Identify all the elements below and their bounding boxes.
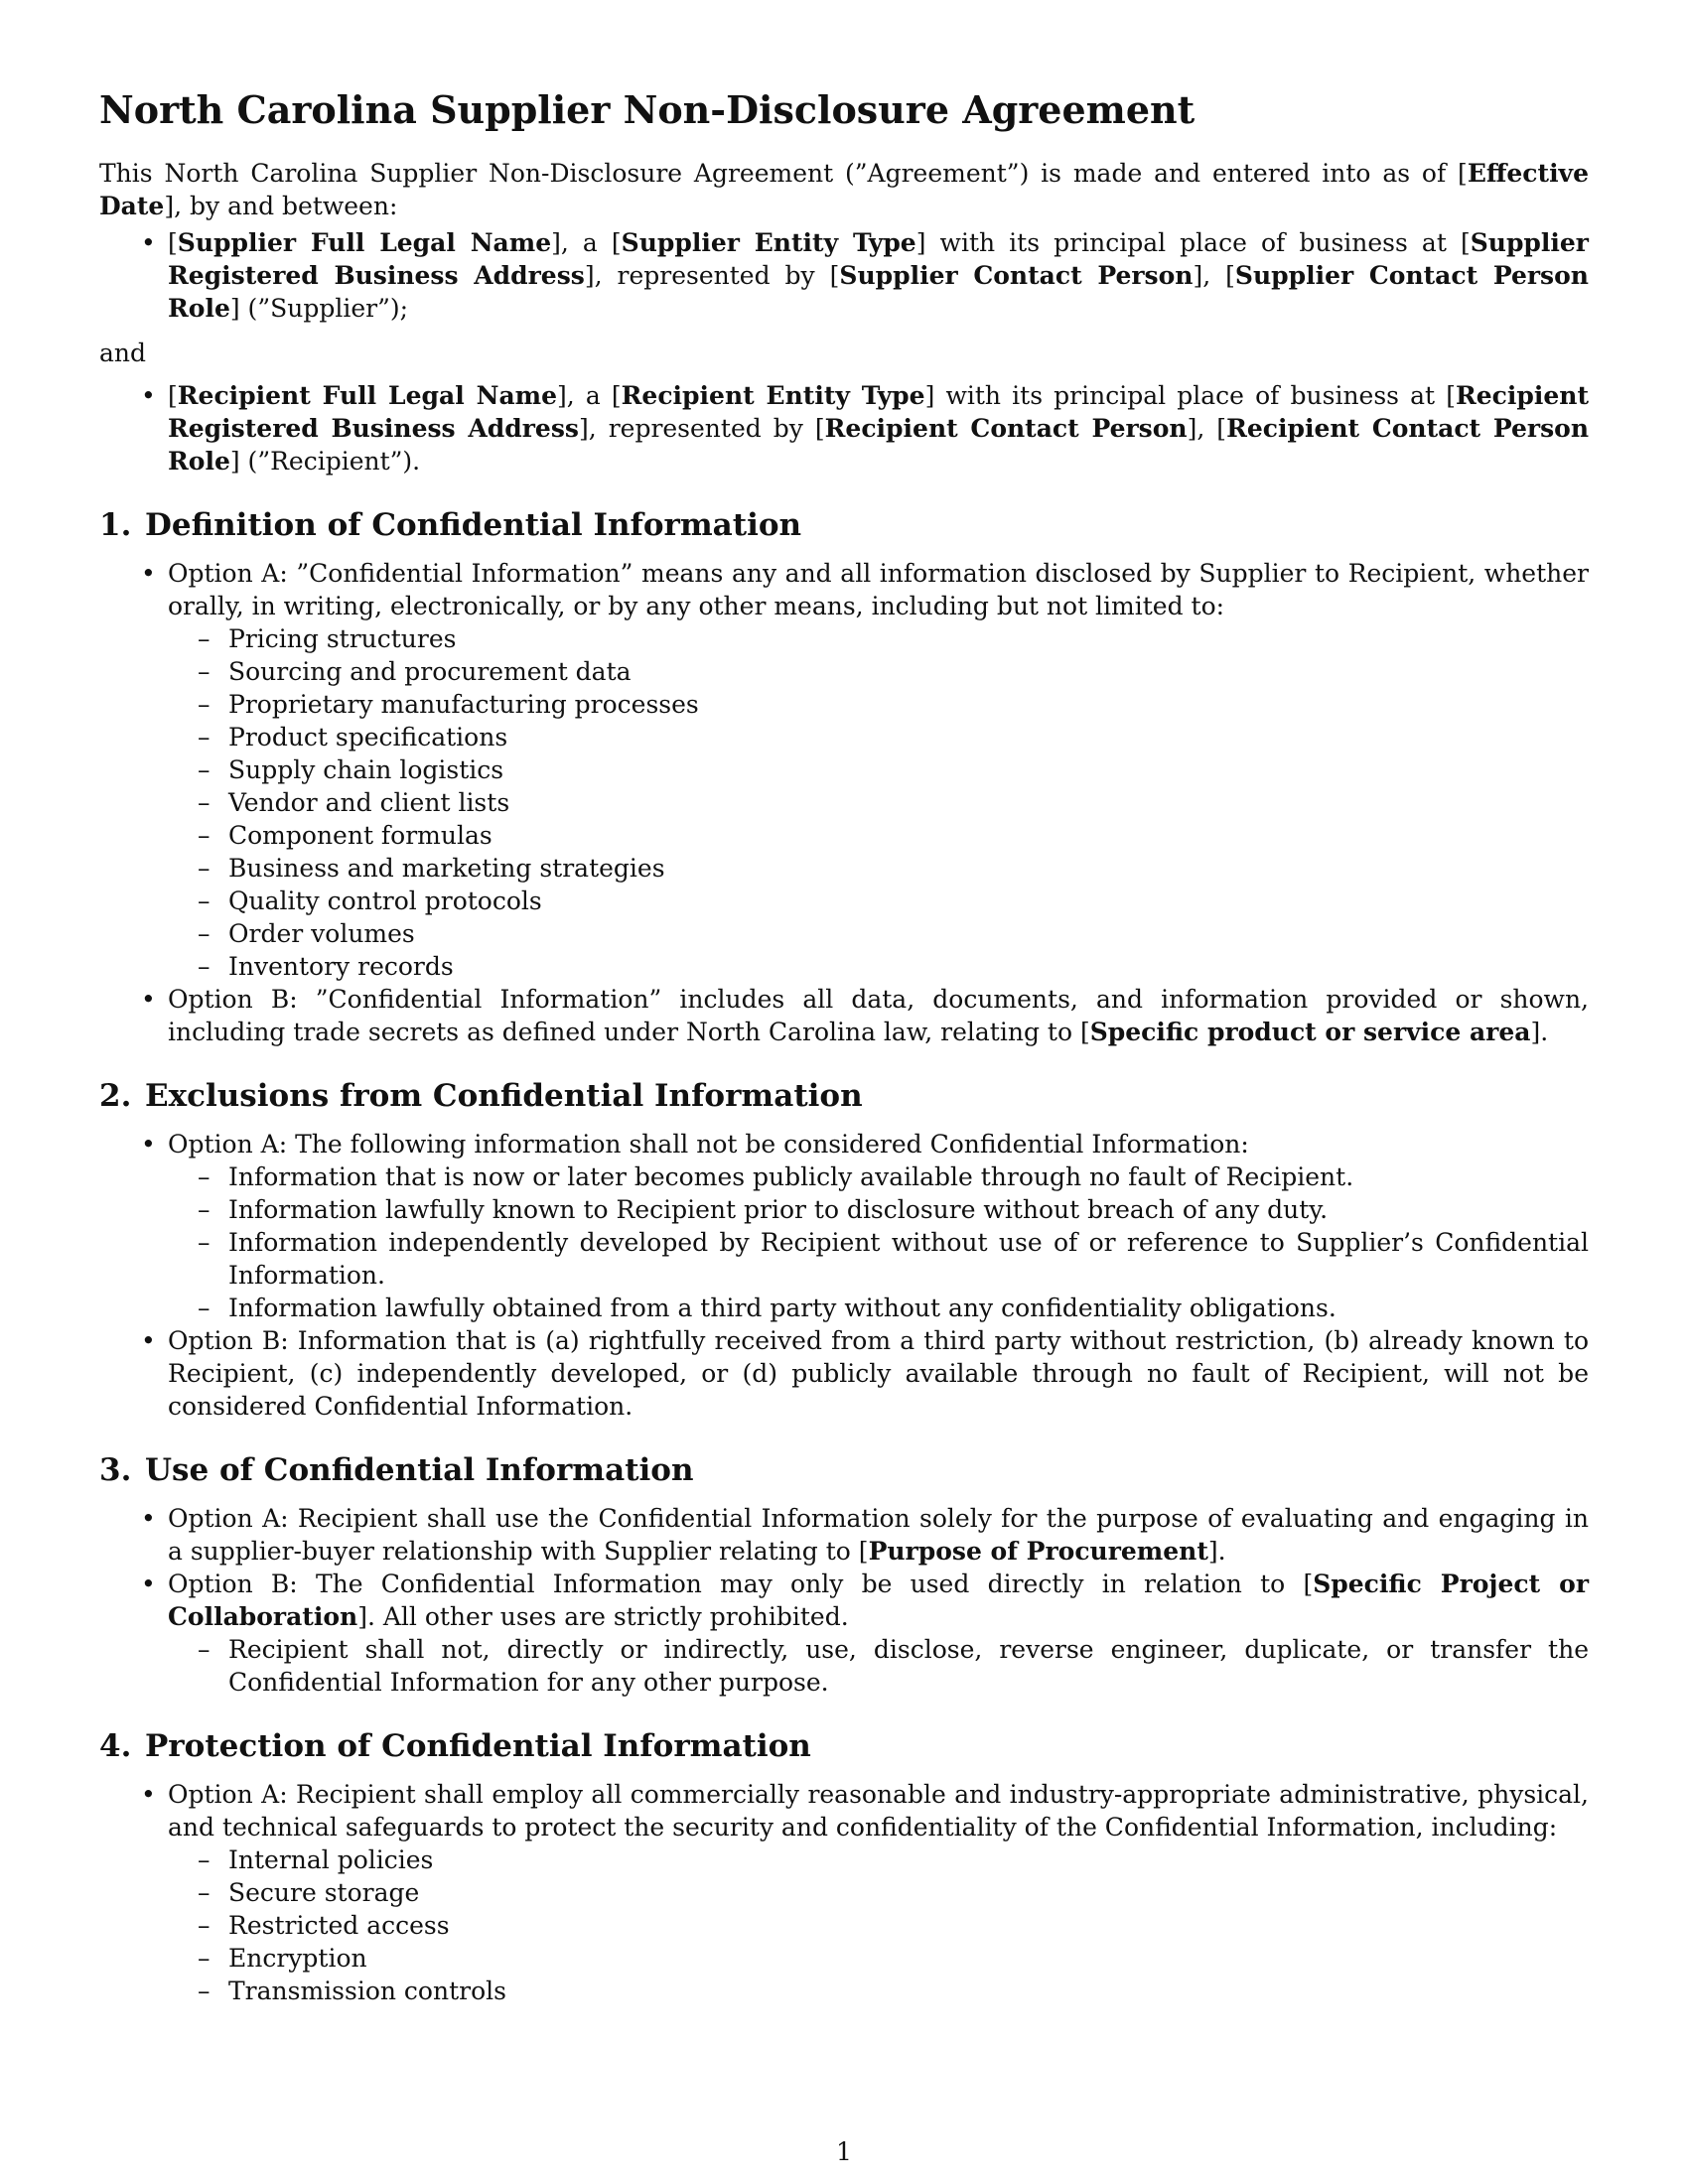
intro-paragraph: This North Carolina Supplier Non-Disclosure Agreement (”Agreement”) is made and entered into as of [Effective Date], by and between: [99, 159, 1589, 220]
list-item: – Quality control protocols [168, 885, 1589, 917]
list-item: – Inventory records [168, 950, 1589, 983]
section-3-option-a: • Option A: Recipient shall use the Confidential Information solely for the purpose of evaluating and engaging in a supplier-buyer relationship with Supplier relating to [Purpose of Procurement]. [99, 1502, 1589, 1568]
section-4-option-a: • Option A: Recipient shall employ all commercially reasonable and industry-appropriate administrative, physical, and technical safeguards to protect the security and confidentiality of the Confidential Information, including: – Internal policies – Secure storage – Restricted access – Encryption – Transmission controls [99, 1778, 1589, 2007]
section-1-items [168, 622, 1589, 983]
list-item: – Vendor and client lists [168, 786, 1589, 819]
section-4-items [168, 1843, 1589, 2007]
list-item: – Encryption [168, 1942, 1589, 1975]
section-3-heading: 3. Use of Confidential Information [99, 1452, 694, 1488]
list-item: – Proprietary manufacturing processes [168, 688, 1589, 721]
section-3-option-b: • Option B: The Confidential Information may only be used directly in relation to [Specific Project or Collaboration]. All other uses are strictly prohibited. – Recipient shall not, directly or indirectly, use, disclose, reverse engineer, duplicate, or transfer the Confidential Information for any other purpose. [99, 1568, 1589, 1699]
list-item: – Supply chain logistics [168, 753, 1589, 786]
section-2-options [99, 1128, 1589, 1423]
list-item: – Product specifications [168, 721, 1589, 753]
section-3-items [168, 1633, 1589, 1699]
section-2-option-a: • Option A: The following information shall not be considered Confidential Information: – Information that is now or later becomes publicly available through no fault of Recipient. – Information lawfully known to Recipient prior to disclosure without breach of any duty. – Information independently developed by Recipient without use of or reference to Supplier’s Confidential Information. – Information lawfully obtained from a third party without any confidentiality obligations. [99, 1128, 1589, 1324]
list-item: – Information independently developed by Recipient without use of or reference to Supplier’s Confidential Information. [168, 1226, 1589, 1292]
section-3-options [99, 1502, 1589, 1699]
supplier-party-list [99, 226, 1589, 325]
list-item: – Component formulas [168, 819, 1589, 852]
list-item: – Information lawfully known to Recipient prior to disclosure without breach of any duty. [168, 1193, 1589, 1226]
list-item: – Recipient shall not, directly or indirectly, use, disclose, reverse engineer, duplicate, or transfer the Confidential Information for any other purpose. [168, 1633, 1589, 1699]
effective-date-placeholder: Effective Date [99, 159, 1589, 220]
list-item: – Internal policies [168, 1843, 1589, 1876]
list-item: – Information that is now or later becomes publicly available through no fault of Recipient. [168, 1160, 1589, 1193]
section-1-option-b: • Option B: ”Confidential Information” includes all data, documents, and information provided or shown, including trade secrets as defined under North Carolina law, relating to [Specific product or service area]. [99, 983, 1589, 1048]
document-title: North Carolina Supplier Non-Disclosure Agreement [99, 87, 1196, 132]
list-item: – Transmission controls [168, 1975, 1589, 2007]
section-1-options [99, 557, 1589, 1048]
list-item: – Sourcing and procurement data [168, 655, 1589, 688]
document-page [99, 87, 1589, 2007]
section-2-option-b: • Option B: Information that is (a) rightfully received from a third party without restriction, (b) already known to Recipient, (c) independently developed, or (d) publicly available through no fault of Recipient, will not be considered Confidential Information. [99, 1324, 1589, 1423]
list-item: – Secure storage [168, 1876, 1589, 1909]
list-item: – Information lawfully obtained from a third party without any confidentiality obligations. [168, 1292, 1589, 1324]
page-number: 1 [836, 2137, 852, 2166]
list-item: – Pricing structures [168, 622, 1589, 655]
section-4-options [99, 1778, 1589, 2007]
section-2-heading: 2. Exclusions from Confidential Information [99, 1078, 863, 1114]
section-1-option-a: • Option A: ”Confidential Information” means any and all information disclosed by Supplier to Recipient, whether orally, in writing, electronically, or by any other means, including but not limited to: – Pricing structures – Sourcing and procurement data – Proprietary manufacturing processes – Product specifications – Supply chain logistics – Vendor and client lists – Component formulas – Business and marketing strategies – Quality control protocols – Order volumes – Inventory records [99, 557, 1589, 983]
supplier-party: • [Supplier Full Legal Name], a [Supplier Entity Type] with its principal place of business at [Supplier Registered Business Address], represented by [Supplier Contact Person], [Supplier Contact Person Role] (”Supplier”); [99, 226, 1589, 325]
and-connector: and [99, 339, 147, 367]
section-2-items [168, 1160, 1589, 1324]
recipient-party: • [Recipient Full Legal Name], a [Recipient Entity Type] with its principal place of business at [Recipient Registered Business Address], represented by [Recipient Contact Person], [Recipient Contact Person Role] (”Recipient”). [99, 379, 1589, 478]
recipient-party-list [99, 379, 1589, 478]
section-4-heading: 4. Protection of Confidential Information [99, 1728, 811, 1764]
section-1-heading: 1. Definition of Confidential Information [99, 507, 802, 543]
list-item: – Restricted access [168, 1909, 1589, 1942]
list-item: – Order volumes [168, 917, 1589, 950]
list-item: – Business and marketing strategies [168, 852, 1589, 885]
